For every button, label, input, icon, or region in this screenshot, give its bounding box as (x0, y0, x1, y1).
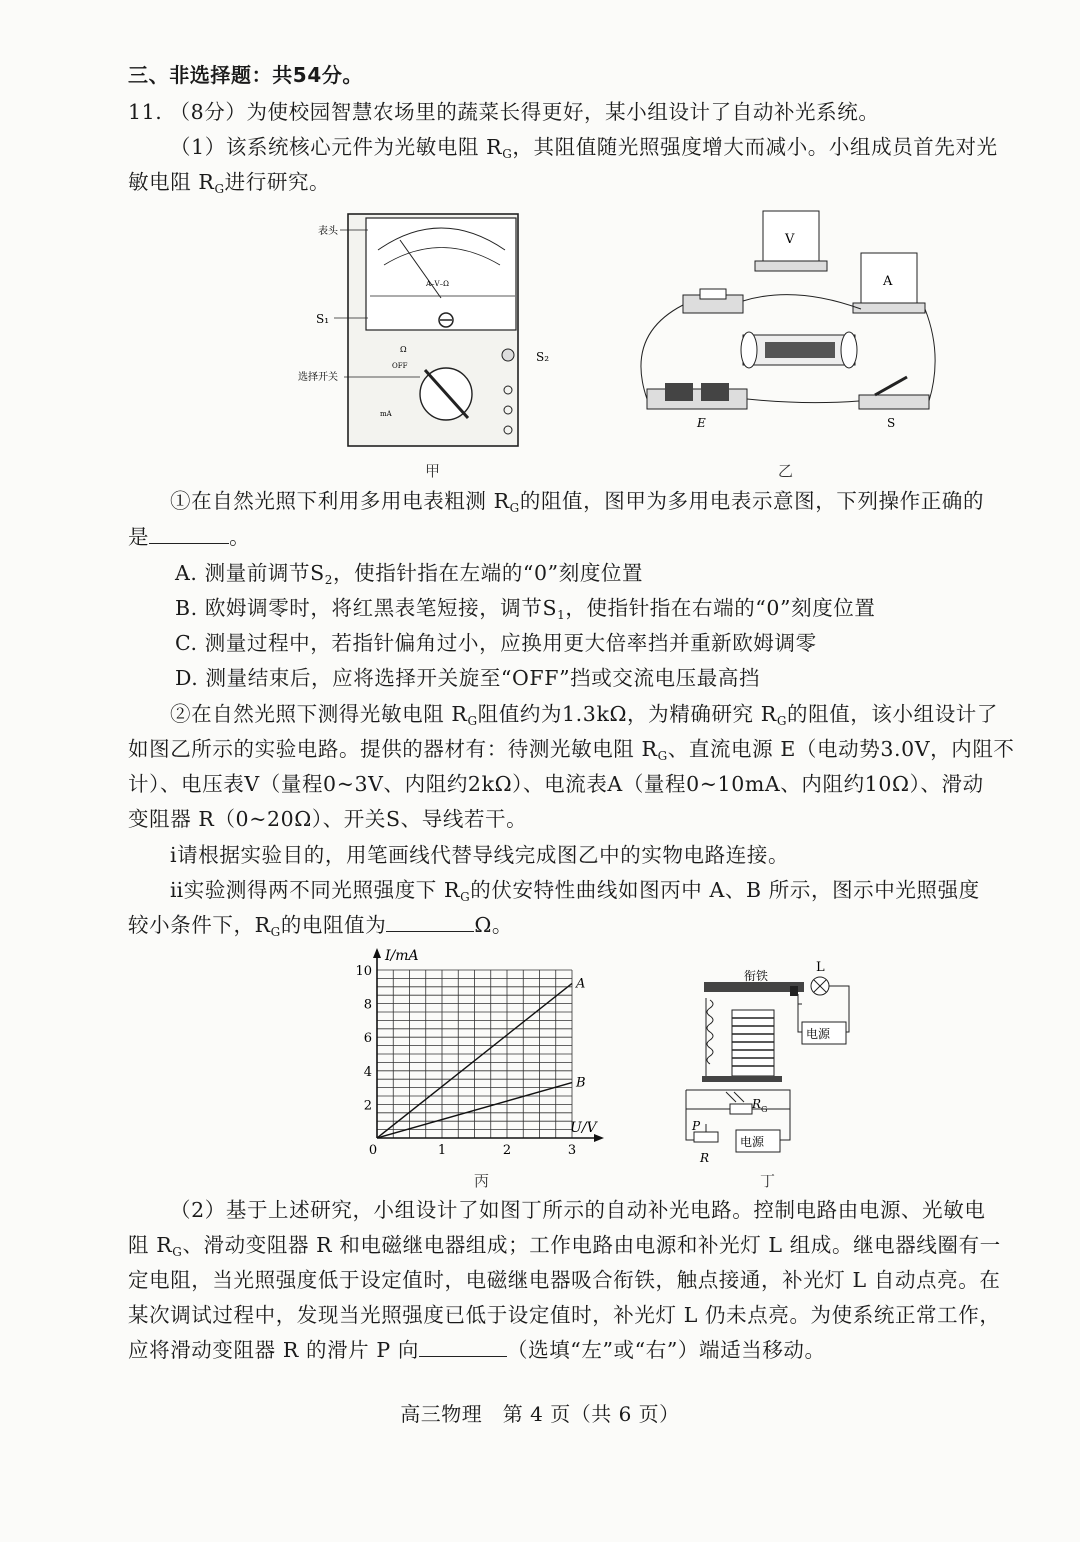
svg-text:A–V–Ω: A–V–Ω (426, 280, 449, 288)
part2-line5: 应将滑动变阻器 R 的滑片 P 向 （选填“左”或“右”）端适当移动。 (128, 1333, 1033, 1367)
svg-text:mA: mA (380, 410, 392, 418)
svg-text:OFF: OFF (392, 362, 408, 370)
q-ii-line1: ⅱ实验测得两不同光照强度下 $R_G$的伏安特性曲线如图丙中 A、B 所示，图示中光照强度 (170, 878, 980, 904)
svg-text:G: G (761, 1105, 768, 1114)
x-tick-label: 2 (502, 1143, 512, 1158)
section-title: 三、非选择题：共54分。 (128, 63, 364, 87)
question-11-intro: 11. （8分）为使校园智慧农场里的蔬菜长得更好，某小组设计了自动补光系统。 (128, 100, 880, 124)
svg-text:R: R (700, 1151, 710, 1165)
page-footer: 高三物理 第 4 页（共 6 页） (400, 1402, 680, 1426)
svg-text:E: E (697, 416, 706, 430)
answer-blank-3[interactable] (419, 1334, 507, 1357)
chart-series (377, 976, 586, 1138)
q-i: ⅰ请根据实验目的，用笔画线代替导线完成图乙中的实物电路连接。 (170, 843, 790, 867)
y-axis-label: I/mA (385, 948, 419, 964)
option-c: C. 测量过程中，若指针偏角过小，应换用更大倍率挡并重新欧姆调零 (175, 631, 817, 655)
answer-blank-2[interactable] (386, 909, 474, 932)
multimeter-figure (298, 210, 550, 455)
part1-line1: （1）该系统核心元件为光敏电阻 $R_G$，其阻值随光照强度增大而减小。小组成员首先对光 (170, 135, 998, 161)
figure-ding-caption: 丁 (760, 1172, 776, 1190)
y-tick-label: 6 (363, 1031, 372, 1047)
y-tick-label: 10 (355, 964, 372, 979)
q-ii-line2: 较小条件下，$R_G$的电阻值为 Ω。 (128, 908, 1033, 949)
svg-text:S: S (887, 416, 896, 430)
figure-jia-caption: 甲 (425, 462, 441, 480)
svg-text:P: P (692, 1119, 701, 1133)
x-tick-label: 1 (437, 1143, 447, 1158)
option-b: B. 欧姆调零时，将红黑表笔短接，调节$S_1$，使指针指在右端的“0”刻度位置 (175, 596, 876, 622)
part2-line3: 定电阻，当光照强度低于设定值时，电磁继电器吸合衔铁，触点接通，补光灯 L 自动点亮。在 (128, 1268, 1001, 1292)
svg-text:表头: 表头 (318, 226, 338, 237)
svg-text:A: A (883, 274, 893, 289)
answer-blank-1[interactable] (149, 521, 229, 544)
q2-line2: 如图乙所示的实验电路。提供的器材有：待测光敏电阻 $R_G$、直流电源 E（电动势3.0V，内阻不 (128, 737, 1015, 763)
svg-text:S₁: S₁ (316, 312, 330, 326)
svg-text:电源: 电源 (740, 1135, 765, 1149)
q2-line3: 计）、电压表V（量程0~3V、内阻约2kΩ）、电流表A（量程0~10mA、内阻约10Ω）、滑动 (128, 772, 984, 796)
part2-line2: 阻 $R_G$、滑动变阻器 R 和电磁继电器组成；工作电路由电源和补光灯 L 组成。继电器线圈有一 (128, 1233, 1001, 1259)
relay-circuit-figure (680, 958, 870, 1168)
chart-grid (377, 970, 572, 1138)
circuit-figure-yi (625, 205, 945, 440)
part1-line2: 敏电阻 $R_G$进行研究。 (128, 170, 331, 196)
series-label-b: B (576, 1075, 586, 1091)
q1-line1: ①在自然光照下利用多用电表粗测 $R_G$的阻值，图甲为多用电表示意图，下列操作正确的 (170, 489, 985, 515)
figure-yi-caption: 乙 (778, 462, 794, 480)
x-tick-label: 0 (368, 1143, 378, 1158)
part2-line4: 某次调试过程中，发现当光照强度已低于设定值时，补光灯 L 仍未点亮。为使系统正常工作， (128, 1303, 1001, 1327)
svg-text:衔铁: 衔铁 (744, 969, 769, 983)
option-a: A. 测量前调节$S_2$，使指针指在左端的“0”刻度位置 (175, 561, 644, 587)
x-axis-label: U/V (570, 1120, 597, 1136)
y-tick-label: 8 (363, 997, 372, 1013)
svg-text:S₂: S₂ (536, 350, 550, 364)
series-label-a: A (576, 976, 586, 992)
iu-chart (345, 942, 615, 1162)
svg-text:R: R (752, 1097, 762, 1111)
x-tick-label: 3 (567, 1143, 577, 1158)
part2-line1: （2）基于上述研究，小组设计了如图丁所示的自动补光电路。控制电路由电源、光敏电 (170, 1198, 986, 1222)
svg-text:L: L (816, 960, 825, 975)
option-d: D. 测量结束后，应将选择开关旋至“OFF”挡或交流电压最高挡 (175, 666, 761, 690)
y-axis-arrow (373, 948, 381, 958)
figure-bing-caption: 丙 (474, 1172, 490, 1190)
y-tick-label: 2 (363, 1098, 372, 1114)
q2-line1: ②在自然光照下测得光敏电阻 $R_G$阻值约为1.3kΩ，为精确研究 $R_G$的阻值，该小组设计了 (170, 702, 998, 728)
svg-text:电源: 电源 (806, 1027, 831, 1041)
svg-text:Ω: Ω (400, 345, 407, 354)
y-tick-label: 4 (363, 1064, 372, 1080)
svg-text:选择开关: 选择开关 (298, 372, 338, 383)
q1-line2: 是 。 (128, 520, 1033, 554)
svg-text:V: V (785, 232, 795, 247)
q2-line4: 变阻器 R（0~20Ω）、开关S、导线若干。 (128, 807, 528, 831)
